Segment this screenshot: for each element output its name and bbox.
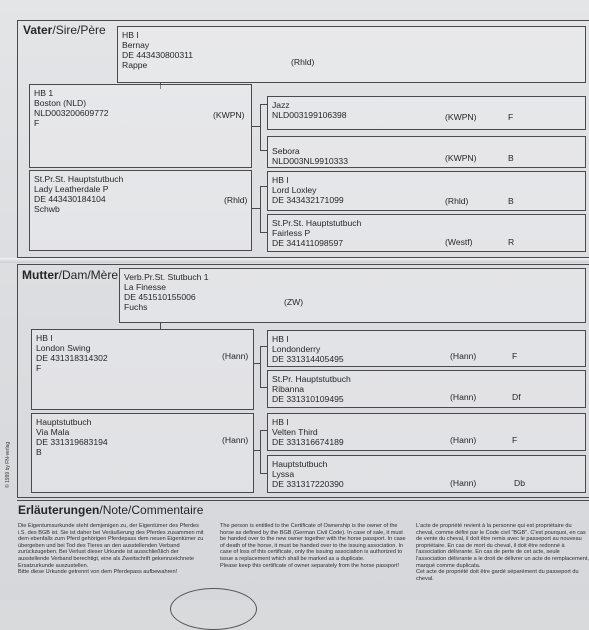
dd-dam-studbook: (Hann) <box>450 478 477 488</box>
sire-dam-box: St.Pr.St. Hauptstutbuch Lady Leatherdale P DE 443430184104 Schwb <box>29 170 252 251</box>
dd-dam-sex: Db <box>514 478 525 488</box>
ds-sire-sex: F <box>512 351 518 361</box>
sd-sire-box: HB I Lord Loxley DE 343432171099 <box>267 171 586 211</box>
connector <box>260 104 261 150</box>
sd-dam-sex: R <box>508 237 515 247</box>
ds-sire-box: HB I Londonderry DE 331314405495 <box>267 330 586 367</box>
connector <box>260 186 267 187</box>
dam-dam-studbook: (Hann) <box>222 435 249 445</box>
connector <box>260 150 267 151</box>
ss-dam-box: Sebora NLD003NL9910333 <box>267 136 586 168</box>
dam-sire-box: HB I London Swing DE 431318314302 F <box>31 329 254 410</box>
sire-sire-box: HB 1 Boston (NLD) NLD003200609772 F <box>29 84 252 168</box>
ds-dam-studbook: (Hann) <box>450 392 477 402</box>
copyright-side-text: © 1999 by FN-verlag <box>5 441 11 488</box>
divider <box>17 500 589 501</box>
ds-sire-studbook: (Hann) <box>450 351 477 361</box>
dd-sire-sex: F <box>512 435 518 445</box>
connector <box>260 430 261 473</box>
dd-dam-box: Hauptstutbuch Lyssa DE 331317220390 <box>267 455 586 493</box>
connector <box>260 473 267 474</box>
connector <box>252 208 260 209</box>
connector <box>260 346 267 347</box>
dam-studbook: (ZW) <box>284 297 304 307</box>
ds-dam-box: St.Pr. Hauptstutbuch Ribanna DE 331310109495 <box>267 370 586 408</box>
sire-heading: Vater/Sire/Père <box>23 23 106 37</box>
sd-sire-studbook: (Rhld) <box>445 196 469 206</box>
ss-dam-studbook: (KWPN) <box>445 153 477 163</box>
ss-sire-studbook: (KWPN) <box>445 112 477 122</box>
connector <box>260 186 261 232</box>
connector <box>252 126 260 127</box>
sire-dam-studbook: (Rhld) <box>224 195 248 205</box>
dam-box: Verb.Pr.St. Stutbuch 1 La Finesse DE 451510155006 Fuchs <box>119 268 586 323</box>
seal-stamp <box>170 588 257 630</box>
ds-dam-sex: Df <box>512 392 521 402</box>
connector <box>260 104 267 105</box>
sd-sire-sex: B <box>508 196 514 206</box>
ss-dam-sex: B <box>508 153 514 163</box>
connector <box>260 430 267 431</box>
notes-heading: Erläuterungen/Note/Commentaire <box>18 503 204 517</box>
notes-german: Die Eigentumsurkunde steht demjenigen zu, der Eigentümer des Pferdes i.S. des BGB ist. Sie ist daher bei Veräußerung des Pferdes zusammen mit dem ebenfalls zum Pferd gehörigen Pferdepass dem neuen Eigentümer zu übergeben und bei Tod des Tieres an den ausstellenden Verband zurückzugeben. Bei Verlust dieser Urkunde ist ausschließlich der ausstellende Verband berechtigt, eine als Zweitschrift gekennzeichnete Ersatzurkunde auszustellen. Bitte diese Urkunde getrennt von dem Pferdepass aufbewahren! <box>18 523 204 576</box>
ss-sire-box: Jazz NLD003199106398 <box>267 96 586 130</box>
connector <box>260 387 267 388</box>
sd-dam-studbook: (Westf) <box>445 237 473 247</box>
dam-sire-studbook: (Hann) <box>222 351 249 361</box>
connector <box>260 346 261 387</box>
notes-french: L'acte de propriété revient à la personne qui est propriétaire du cheval, comme défini par le Code civil "BGB". C'est pourquoi, en cas de vente du cheval, il doit être remis avec le passeport au nouveau propriétaire. En cas de mort du cheval, il doit être redonné à l'association délivrante. En cas de perte de cet acte, seule l'association délivrante a le droit de délivrer un acte de remplacement, marqué comme duplicata. Cet acte de propriété doit être gardé séparément du passeport du cheval. <box>416 523 589 582</box>
dam-heading: Mutter/Dam/Mère <box>22 268 119 282</box>
sd-dam-box: St.Pr.St. Hauptstutbuch Fairless P DE 341411098597 <box>267 214 586 252</box>
paper-fold <box>0 258 589 263</box>
dam-dam-box: Hauptstutbuch Via Mala DE 331319683194 B <box>31 413 254 493</box>
connector <box>260 232 267 233</box>
notes-english: The person is entitled to the Certificate of Ownership is the owner of the horse as defined by the BGB (German Civil Code). In case of sale, it must be handed over to the new owner together with the horse passport. In case of death of the horse, it must be handed over to the issuing association. In case of loss of this certificate, only the issuing association is authorized to issue a replacement which shall be marked as a duplicate. Please keep this certificate of owner separately from the horse passport! <box>220 523 406 569</box>
sire-studbook: (Rhld) <box>291 57 315 67</box>
dd-sire-box: HB I Velten Third DE 331316674189 <box>267 413 586 451</box>
dd-sire-studbook: (Hann) <box>450 435 477 445</box>
sire-box: HB I Bernay DE 443430800311 Rappe <box>117 26 586 83</box>
sire-sire-studbook: (KWPN) <box>213 110 245 120</box>
ss-sire-sex: F <box>508 112 514 122</box>
